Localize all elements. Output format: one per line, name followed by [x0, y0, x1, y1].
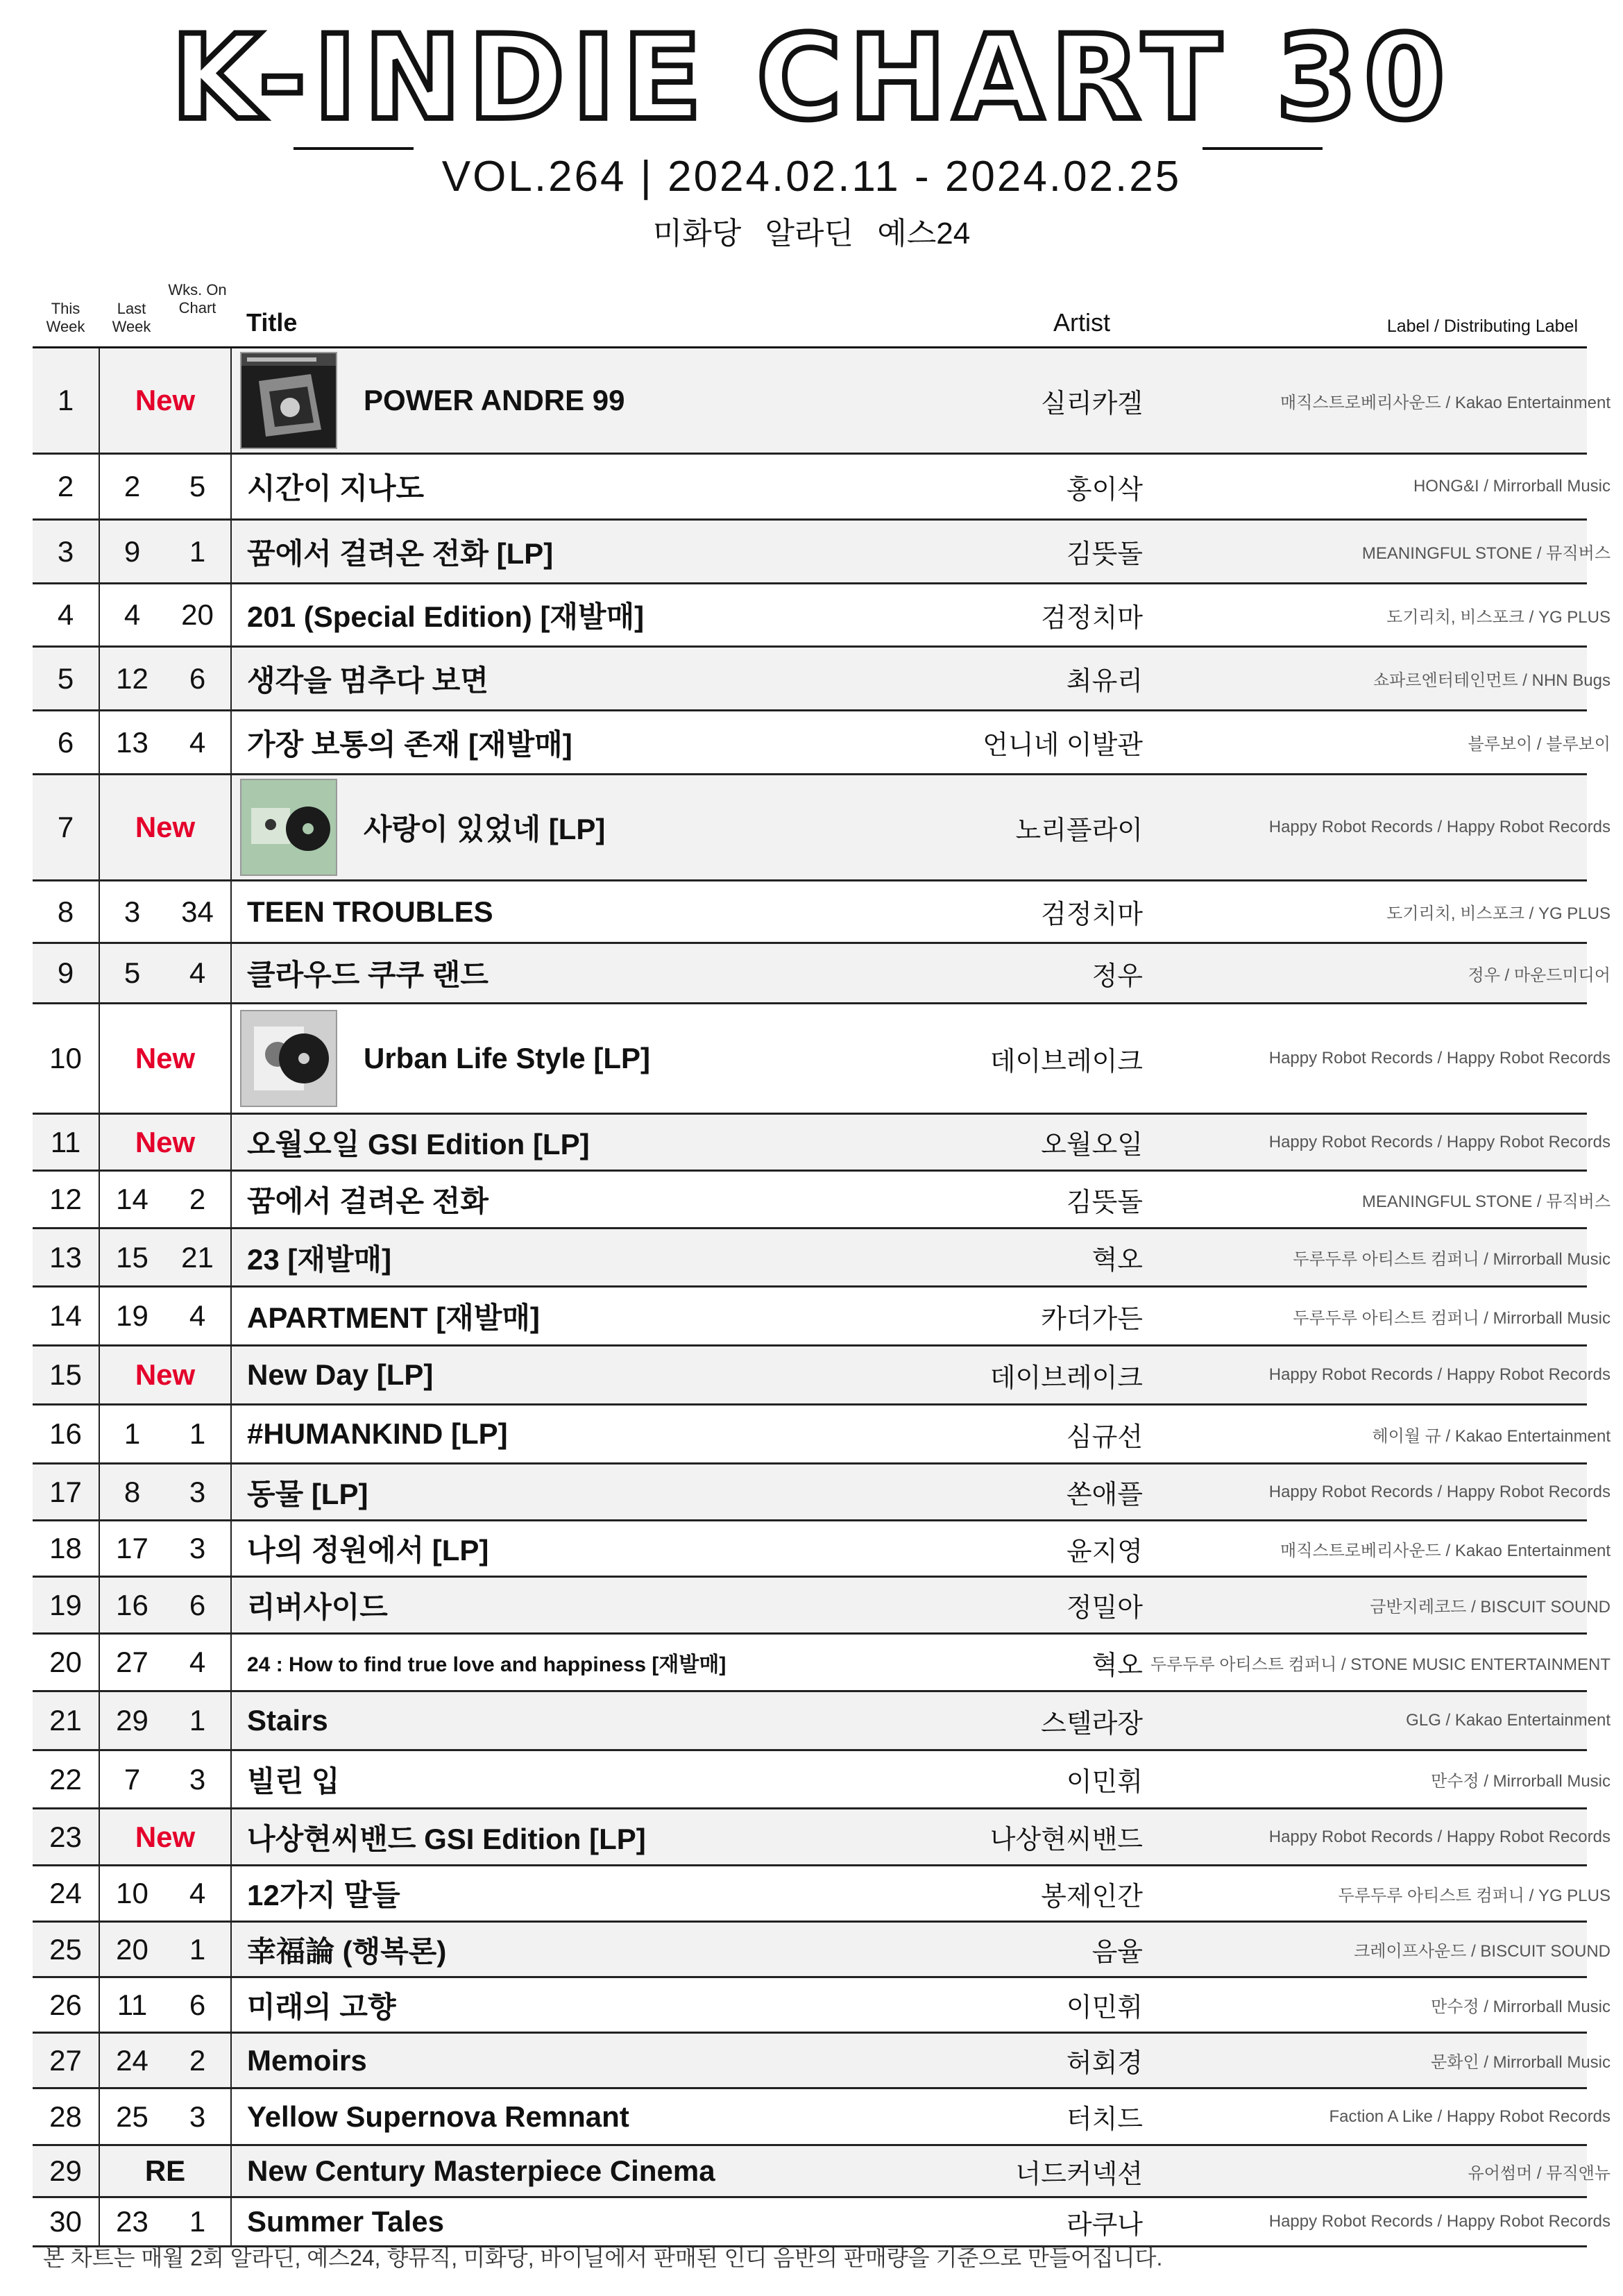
label-name: 두루두루 아티스트 컴퍼니 / Mirrorball Music [1293, 1250, 1611, 1269]
this-week-rank: 17 [49, 1475, 82, 1508]
label-name: Happy Robot Records / Happy Robot Records [1268, 1365, 1611, 1384]
album-title: 24 : How to find true love and happiness [재발매] [247, 1653, 726, 1676]
table-row [33, 1464, 1611, 1521]
title-cell [230, 455, 994, 518]
label-name: MEANINGFUL STONE / 뮤직버스 [1361, 1192, 1611, 1211]
label-name: 만수정 / Mirrorball Music [1431, 1998, 1611, 2016]
footer-note: 본 차트는 매월 2회 알라딘, 예스24, 향뮤직, 미화당, 바이닐에서 판매된 인디 음반의 판매량을 기준으로 만들어집니다. [43, 2245, 1163, 2270]
album-title: Memoirs [247, 2043, 367, 2077]
weeks-on-chart: 5 [189, 470, 206, 503]
last-week-rank: 9 [99, 521, 164, 582]
artist-name: 심규선 [1066, 1422, 1143, 1452]
this-week-rank: 24 [49, 1877, 82, 1909]
title-cell [230, 1751, 994, 1807]
album-title: 미래의 고향 [247, 1990, 396, 2023]
artist-name: 음율 [1091, 1938, 1143, 1967]
weeks-on-chart: 4 [189, 1646, 206, 1678]
last-week-status: New [99, 1347, 230, 1403]
title-cell [230, 1229, 994, 1285]
this-week-rank: 13 [49, 1240, 82, 1274]
label-name: 매직스트로베리사운드 / Kakao Entertainment [1280, 393, 1611, 412]
last-week-rank: 7 [99, 1751, 164, 1807]
title-cell [230, 2034, 994, 2087]
weeks-on-chart: 3 [189, 1762, 206, 1796]
label-name: GLG / Kakao Entertainment [1406, 1711, 1611, 1730]
table-row [33, 1347, 1611, 1406]
last-week-rank: 25 [99, 2089, 164, 2144]
table-row [33, 1809, 1611, 1866]
this-week-rank: 14 [49, 1299, 82, 1332]
album-title: 클라우드 쿠쿠 랜드 [247, 959, 488, 991]
table-row [33, 1229, 1611, 1288]
album-cover-image [240, 352, 337, 449]
label-name: Faction A Like / Happy Robot Records [1329, 2107, 1611, 2126]
artist-name: 김뜻돌 [1066, 1188, 1143, 1217]
this-week-rank: 29 [49, 2154, 82, 2187]
album-title: 사랑이 있었네 [LP] [364, 813, 606, 845]
last-week-rank: 8 [99, 1464, 164, 1519]
title-cell [230, 1978, 994, 2032]
last-week-rank: 15 [99, 1229, 164, 1285]
table-row [33, 944, 1611, 1004]
table-row [33, 2034, 1611, 2089]
album-title: 빌린 입 [247, 1764, 340, 1798]
weeks-on-chart: 3 [189, 1475, 206, 1508]
last-week-rank: 12 [99, 648, 164, 709]
album-title: 리버사이드 [247, 1590, 388, 1623]
title-cell [230, 1866, 994, 1921]
artist-name: 정우 [1091, 961, 1143, 991]
header-last-week: Last Week [112, 300, 151, 336]
header-artist: Artist [1053, 308, 1110, 337]
album-cover-image [240, 1010, 337, 1107]
label-name: 두루두루 아티스트 컴퍼니 / Mirrorball Music [1293, 1308, 1611, 1328]
album-title: 꿈에서 걸려온 전화 [247, 1185, 488, 1217]
table-row [33, 348, 1611, 455]
title-cell [230, 648, 994, 709]
label-name: Happy Robot Records / Happy Robot Records [1268, 2212, 1611, 2231]
this-week-rank: 15 [49, 1358, 82, 1391]
title-cell [230, 1172, 994, 1227]
table-row [33, 711, 1611, 775]
album-title: 꿈에서 걸려온 전화 [LP] [247, 537, 554, 570]
last-week-rank: 13 [99, 711, 164, 773]
this-week-rank: 25 [49, 1932, 82, 1966]
label-name: 두루두루 아티스트 컴퍼니 / STONE MUSIC ENTERTAINMENT [1150, 1655, 1611, 1674]
label-name: 문화인 / Mirrorball Music [1431, 2053, 1611, 2072]
weeks-on-chart: 1 [189, 534, 206, 568]
title-cell [230, 1521, 994, 1576]
label-name: Happy Robot Records / Happy Robot Records [1268, 1482, 1611, 1501]
table-row [33, 775, 1611, 881]
label-name: 만수정 / Mirrorball Music [1431, 1772, 1611, 1791]
artist-name: 검정치마 [1041, 603, 1143, 633]
this-week-rank: 4 [57, 598, 74, 631]
title-cell [230, 2198, 994, 2245]
header-wks-on-chart: Wks. On Chart [168, 281, 227, 317]
artist-name: 정밀아 [1066, 1594, 1143, 1623]
this-week-rank: 26 [49, 1988, 82, 2021]
weeks-on-chart: 4 [189, 956, 206, 989]
title-cell [230, 944, 994, 1002]
weeks-on-chart: 1 [189, 2205, 206, 2238]
artist-name: 김뜻돌 [1066, 540, 1143, 569]
album-title: Urban Life Style [LP] [364, 1042, 651, 1074]
this-week-rank: 5 [57, 661, 74, 695]
album-title: Summer Tales [247, 2205, 445, 2238]
album-cover-image [240, 779, 337, 876]
title-cell [230, 2146, 994, 2196]
last-week-rank: 16 [99, 1578, 164, 1632]
last-week-rank: 23 [99, 2198, 164, 2245]
label-name: Happy Robot Records / Happy Robot Records [1268, 818, 1611, 836]
last-week-status: New [99, 1809, 230, 1864]
this-week-rank: 23 [49, 1820, 82, 1853]
weeks-on-chart: 3 [189, 1532, 206, 1564]
table-row [33, 1978, 1611, 2034]
label-name: HONG&I / Mirrorball Music [1413, 477, 1611, 496]
last-week-status: New [99, 348, 230, 453]
this-week-rank: 28 [49, 2100, 82, 2133]
weeks-on-chart: 20 [181, 598, 214, 631]
last-week-rank: 17 [99, 1521, 164, 1576]
table-row [33, 2089, 1611, 2146]
this-week-rank: 22 [49, 1762, 82, 1796]
last-week-rank: 5 [99, 944, 164, 1002]
label-name: 두루두루 아티스트 컴퍼니 / YG PLUS [1338, 1886, 1611, 1905]
artist-name: 혁오 [1091, 1651, 1143, 1680]
last-week-rank: 4 [99, 584, 164, 645]
table-row [33, 1923, 1611, 1978]
album-title: 23 [재발매] [247, 1242, 392, 1276]
last-week-status: RE [99, 2146, 230, 2196]
album-title: 가장 보통의 존재 [재발매] [247, 727, 572, 761]
label-name: 도기리치, 비스포크 / YG PLUS [1386, 904, 1611, 923]
header-this-week: This Week [46, 300, 85, 336]
title-underline-left [294, 147, 414, 150]
table-row [33, 1521, 1611, 1578]
title-cell [230, 1288, 994, 1344]
artist-name: 라쿠나 [1066, 2210, 1143, 2240]
this-week-rank: 1 [57, 384, 74, 416]
this-week-rank: 3 [57, 534, 74, 568]
title-cell [230, 775, 994, 879]
label-name: Happy Robot Records / Happy Robot Records [1268, 1827, 1611, 1846]
artist-name: 최유리 [1066, 667, 1143, 696]
table-row [33, 1172, 1611, 1229]
artist-name: 쏜애플 [1066, 1480, 1143, 1510]
title-cell [230, 1115, 994, 1170]
label-name: 도기리치, 비스포크 / YG PLUS [1386, 607, 1611, 627]
this-week-rank: 10 [49, 1042, 82, 1074]
table-row [33, 1751, 1611, 1809]
title-cell [230, 1464, 994, 1519]
label-name: 정우 / 마운드미디어 [1468, 965, 1611, 985]
album-title: Yellow Supernova Remnant [247, 2100, 629, 2133]
artist-name: 실리카겔 [1041, 389, 1143, 419]
weeks-on-chart: 6 [189, 1588, 206, 1621]
table-row [33, 1635, 1611, 1692]
artist-name: 이민휘 [1066, 1768, 1143, 1797]
last-week-rank: 19 [99, 1288, 164, 1344]
table-row [33, 1406, 1611, 1464]
album-title: Stairs [247, 1704, 328, 1737]
table-row [33, 1578, 1611, 1635]
this-week-rank: 2 [57, 470, 74, 503]
table-row [33, 1866, 1611, 1923]
weeks-on-chart: 4 [189, 1299, 206, 1332]
album-title: New Day [LP] [247, 1358, 434, 1391]
album-title: 동물 [LP] [247, 1477, 368, 1510]
header-label: Label / Distributing Label [1386, 316, 1578, 336]
table-row [33, 584, 1611, 648]
weeks-on-chart: 1 [189, 1932, 206, 1966]
artist-name: 언니네 이발관 [983, 731, 1143, 760]
title-cell [230, 1692, 994, 1749]
album-title: POWER ANDRE 99 [364, 384, 625, 416]
header-title: Title [246, 308, 298, 337]
album-title: 幸福論 (행복론) [247, 1934, 447, 1968]
last-week-rank: 3 [99, 881, 164, 942]
label-name: 유어썸머 / 뮤직앤뉴 [1468, 2163, 1611, 2183]
weeks-on-chart: 1 [189, 1417, 206, 1450]
title-cell [230, 1578, 994, 1632]
weeks-on-chart: 6 [189, 661, 206, 695]
weeks-on-chart: 4 [189, 725, 206, 759]
album-title: #HUMANKIND [LP] [247, 1417, 508, 1450]
label-name: 매직스트로베리사운드 / Kakao Entertainment [1280, 1541, 1611, 1560]
artist-name: 윤지영 [1066, 1537, 1143, 1567]
table-row [33, 1115, 1611, 1172]
this-week-rank: 6 [57, 725, 74, 759]
album-title: 시간이 지나도 [247, 472, 425, 505]
label-name: 헤이월 규 / Kakao Entertainment [1372, 1426, 1611, 1446]
last-week-rank: 14 [99, 1172, 164, 1227]
this-week-rank: 27 [49, 2043, 82, 2077]
title-cell [230, 584, 994, 645]
album-title: 나의 정원에서 [LP] [247, 1534, 489, 1567]
table-row [33, 521, 1611, 584]
this-week-rank: 21 [49, 1704, 82, 1737]
title-cell [230, 1809, 994, 1864]
artist-name: 검정치마 [1041, 900, 1143, 929]
artist-name: 봉제인간 [1041, 1882, 1143, 1911]
artist-name: 오월오일 [1041, 1131, 1143, 1160]
title-cell [230, 2089, 994, 2144]
artist-name: 스텔라장 [1041, 1709, 1143, 1739]
album-title: 나상현씨밴드 GSI Edition [LP] [247, 1822, 646, 1855]
artist-name: 너드커넥션 [1015, 2159, 1143, 2189]
artist-name: 노리플라이 [1015, 816, 1143, 845]
table-row [33, 1288, 1611, 1347]
weeks-on-chart: 1 [189, 1704, 206, 1737]
table-row [33, 2146, 1611, 2198]
this-week-rank: 11 [50, 1125, 81, 1158]
weeks-on-chart: 4 [189, 1877, 206, 1909]
table-row [33, 881, 1611, 944]
this-week-rank: 9 [57, 956, 74, 989]
artist-name: 이민휘 [1066, 1993, 1143, 2023]
last-week-rank: 11 [99, 1978, 164, 2032]
last-week-rank: 2 [99, 455, 164, 518]
weeks-on-chart: 2 [189, 2043, 206, 2077]
volume-date-range: VOL.264 | 2024.02.11 - 2024.02.25 [441, 153, 1182, 201]
last-week-rank: 27 [99, 1635, 164, 1690]
this-week-rank: 20 [49, 1646, 82, 1678]
this-week-rank: 8 [57, 895, 74, 928]
last-week-rank: 1 [99, 1406, 164, 1462]
album-title: 12가지 말들 [247, 1879, 400, 1911]
this-week-rank: 18 [49, 1532, 82, 1564]
album-title: 201 (Special Edition) [재발매] [247, 600, 645, 633]
album-title: 생각을 멈추다 보면 [247, 664, 488, 697]
artist-name: 터치드 [1066, 2105, 1143, 2134]
title-cell [230, 1406, 994, 1462]
weeks-on-chart: 21 [181, 1240, 214, 1274]
title-cell [230, 1635, 994, 1690]
last-week-rank: 10 [99, 1866, 164, 1921]
this-week-rank: 12 [49, 1183, 82, 1215]
album-title: APARTMENT [재발매] [247, 1301, 540, 1334]
title-cell [230, 1923, 994, 1976]
store-list: 미화당 알라딘 예스24 [652, 217, 971, 251]
weeks-on-chart: 6 [189, 1988, 206, 2021]
title-cell [230, 348, 994, 453]
label-name: Happy Robot Records / Happy Robot Records [1268, 1132, 1611, 1151]
table-row [33, 648, 1611, 711]
album-title: TEEN TROUBLES [247, 895, 493, 928]
album-title: New Century Masterpiece Cinema [247, 2154, 715, 2187]
label-name: 블루보이 / 블루보이 [1468, 735, 1611, 754]
label-name: 금반지레코드 / BISCUIT SOUND [1370, 1598, 1611, 1617]
label-name: Happy Robot Records / Happy Robot Records [1268, 1049, 1611, 1067]
last-week-status: New [99, 775, 230, 879]
title-underline-right [1203, 147, 1323, 150]
label-name: MEANINGFUL STONE / 뮤직버스 [1361, 544, 1611, 563]
last-week-rank: 20 [99, 1923, 164, 1976]
artist-name: 허회경 [1066, 2049, 1143, 2078]
table-row [33, 1004, 1611, 1115]
last-week-status: New [99, 1004, 230, 1113]
artist-name: 나상현씨밴드 [989, 1825, 1143, 1855]
label-name: 크레이프사운드 / BISCUIT SOUND [1354, 1942, 1611, 1961]
title-cell [230, 711, 994, 773]
artist-name: 데이브레이크 [989, 1363, 1143, 1393]
last-week-status: New [99, 1115, 230, 1170]
table-row [33, 1692, 1611, 1751]
this-week-rank: 16 [49, 1417, 82, 1450]
album-title: 오월오일 GSI Edition [LP] [247, 1127, 590, 1160]
title-cell [230, 1004, 994, 1113]
weeks-on-chart: 34 [181, 895, 214, 928]
this-week-rank: 19 [49, 1588, 82, 1621]
artist-name: 카더가든 [1041, 1304, 1143, 1334]
this-week-rank: 30 [49, 2205, 82, 2238]
this-week-rank: 7 [57, 811, 74, 843]
artist-name: 혁오 [1091, 1246, 1143, 1275]
label-name: 쇼파르엔터테인먼트 / NHN Bugs [1373, 671, 1611, 690]
title-cell [230, 881, 994, 942]
artist-name: 데이브레이크 [989, 1047, 1143, 1077]
weeks-on-chart: 3 [189, 2100, 206, 2133]
title-cell [230, 1347, 994, 1403]
artist-name: 홍이삭 [1066, 475, 1143, 505]
weeks-on-chart: 2 [189, 1183, 206, 1215]
title-cell [230, 521, 994, 582]
last-week-rank: 29 [99, 1692, 164, 1749]
table-row [33, 455, 1611, 521]
chart-brand-title: K-INDIE CHART 30 [171, 10, 1452, 146]
last-week-rank: 24 [99, 2034, 164, 2087]
